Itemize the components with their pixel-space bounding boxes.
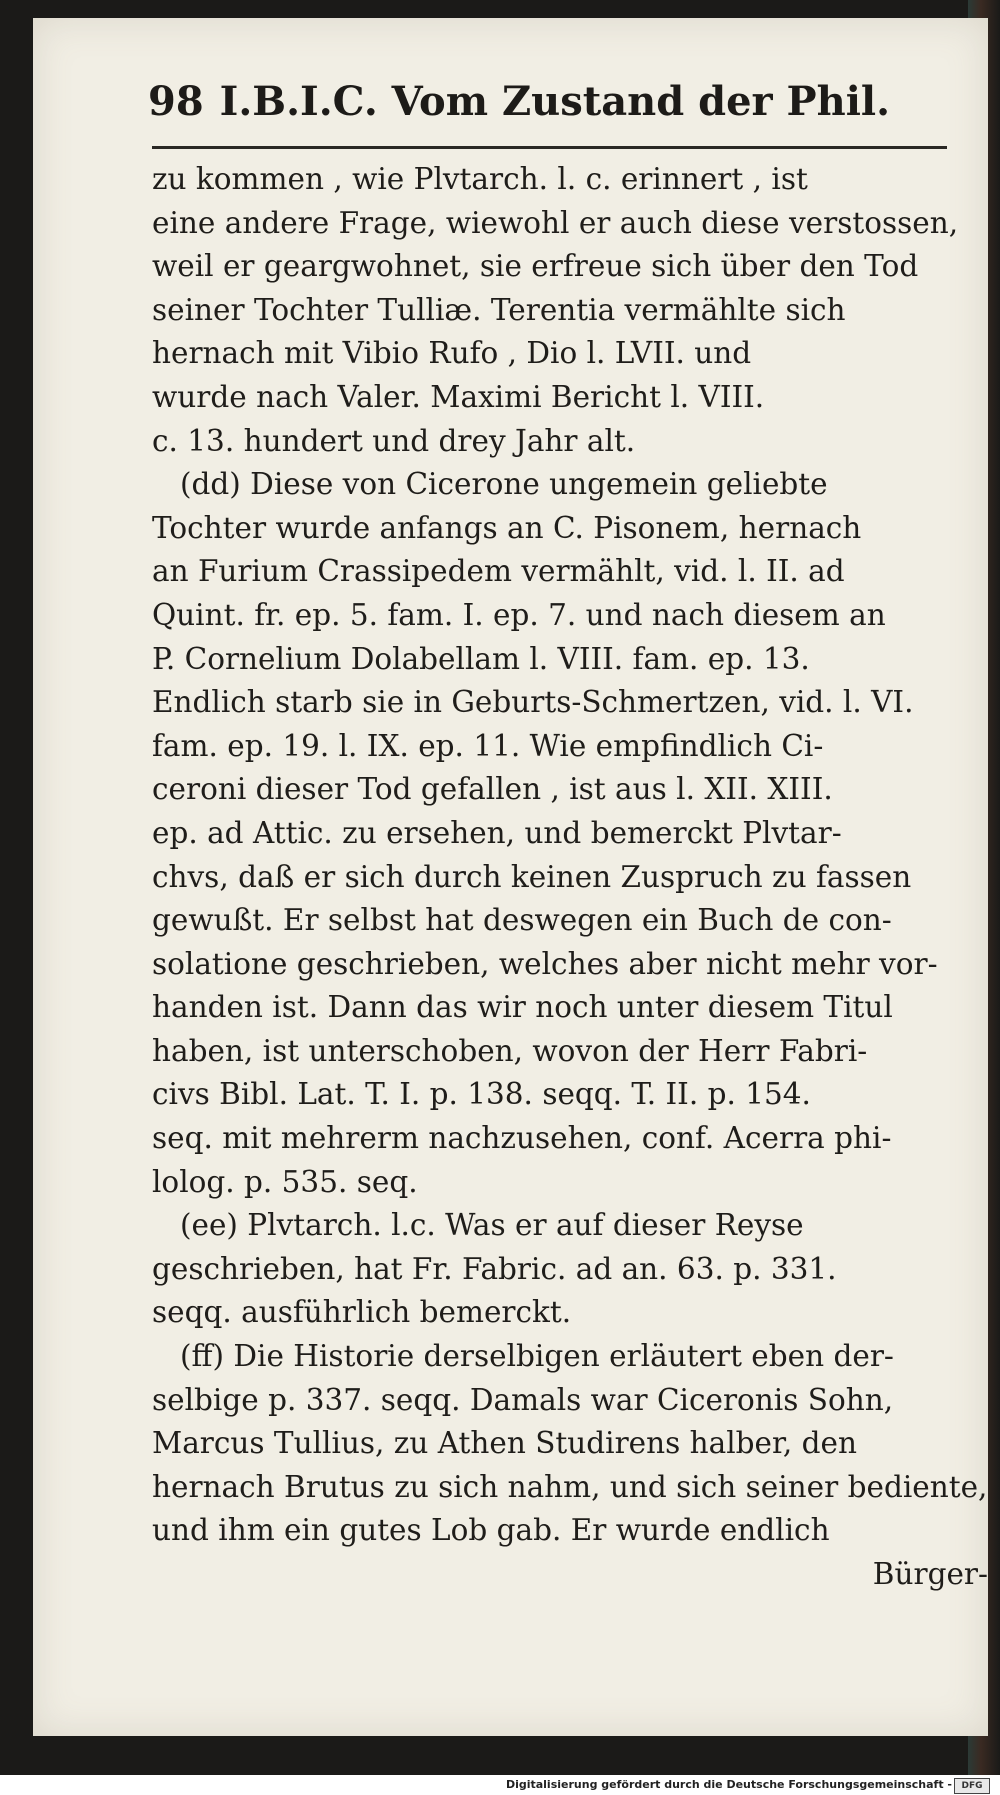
text-line: Quint. fr. ep. 5. fam. I. ep. 7. und nach diesem an — [152, 597, 886, 632]
text-line: solatione geschrieben, welches aber nicht mehr vor- — [152, 946, 938, 981]
text-line: (ee) Plvtarch. l.c. Was er auf dieser Reyse — [180, 1208, 804, 1243]
text-line: handen ist. Dann das wir noch unter diesem Titul — [152, 990, 893, 1025]
text-line: seiner Tochter Tulliæ. Terentia vermählte sich — [152, 292, 846, 327]
page-body — [152, 158, 988, 1597]
text-line: fam. ep. 19. l. IX. ep. 11. Wie empfindlich Ci- — [152, 728, 824, 763]
catchword: Bürger- — [872, 1557, 988, 1591]
text-line: Tochter wurde anfangs an C. Pisonem, hernach — [152, 510, 862, 545]
text-line: weil er geargwohnet, sie erfreue sich über den Tod — [152, 249, 919, 284]
text-line: seqq. ausführlich bemerckt. — [152, 1295, 572, 1330]
text-line: (dd) Diese von Cicerone ungemein geliebte — [180, 467, 828, 502]
text-line: geschrieben, hat Fr. Fabric. ad an. 63. p. 331. — [152, 1251, 837, 1286]
digitization-credit: Digitalisierung gefördert durch die Deutsche Forschungsgemeinschaft - — [505, 1778, 952, 1791]
text-line: c. 13. hundert und drey Jahr alt. — [152, 423, 636, 458]
text-line: eine andere Frage, wiewohl er auch diese verstossen, — [152, 205, 959, 240]
header-title: I.B.I.C. Vom Zustand der Phil. — [219, 78, 891, 125]
running-header — [148, 78, 948, 144]
text-line: lolog. p. 535. seq. — [152, 1164, 418, 1199]
text-line: hernach Brutus zu sich nahm, und sich seiner bediente, — [152, 1469, 988, 1504]
text-line: zu kommen , wie Plvtarch. l. c. erinnert , ist — [152, 162, 808, 196]
text-line: gewußt. Er selbst hat deswegen ein Buch de con- — [152, 903, 892, 938]
text-line: ep. ad Attic. zu ersehen, und bemerckt Plvtar- — [152, 815, 842, 850]
text-line: P. Cornelium Dolabellam l. VIII. fam. ep. 13. — [152, 641, 810, 676]
text-line: ceroni dieser Tod gefallen , ist aus l. XII. XIII. — [152, 772, 833, 807]
text-line: civs Bibl. Lat. T. I. p. 138. seqq. T. II. p. 154. — [152, 1077, 811, 1112]
text-line: Marcus Tullius, zu Athen Studirens halber, den — [152, 1426, 857, 1461]
text-line: (ff) Die Historie derselbigen erläutert eben der- — [180, 1339, 894, 1374]
text-line: seq. mit mehrerm nachzusehen, conf. Acerra phi- — [152, 1121, 892, 1156]
text-line: hernach mit Vibio Rufo , Dio l. LVII. und — [152, 336, 752, 371]
text-line: selbige p. 337. seqq. Damals war Ciceronis Sohn, — [152, 1382, 894, 1417]
text-line: an Furium Crassipedem vermählt, vid. l. II. ad — [152, 554, 845, 589]
header-rule — [152, 146, 947, 149]
text-line: haben, ist unterschoben, wovon der Herr Fabri- — [152, 1033, 868, 1068]
text-line: chvs, daß er sich durch keinen Zuspruch zu fassen — [152, 859, 912, 894]
page-number: 98 — [148, 78, 204, 125]
dfg-logo: DFG — [954, 1778, 990, 1794]
text-line: Endlich starb sie in Geburts-Schmertzen, vid. l. VI. — [152, 685, 914, 720]
text-line: und ihm ein gutes Lob gab. Er wurde endlich — [152, 1513, 830, 1548]
text-line: wurde nach Valer. Maximi Bericht l. VIII. — [152, 379, 765, 414]
